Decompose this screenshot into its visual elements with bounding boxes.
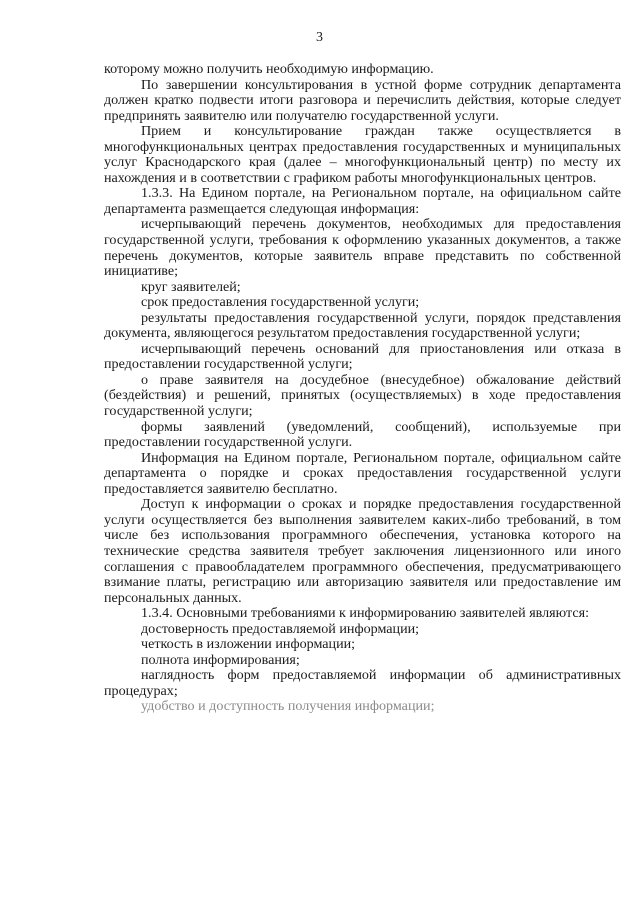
list-item-completeness: полнота информирования; (141, 651, 300, 668)
list-item-appeal-rights: о праве заявителя на досудебное (внесудебное) обжалование действий (бездействия) и решений, принятых (осуществляемых) в ходе предоставления государственной услуги; (104, 371, 621, 420)
list-item-service-term: срок предоставления государственной услуги; (141, 294, 420, 311)
list-item-applicants: круг заявителей; (141, 278, 241, 295)
list-item-documents: исчерпывающий перечень документов, необходимых для предоставления государственной услуги, требования к оформлению указанных документов, а также перечень документов, которые заявитель вправе представить по собственной инициативе; (104, 216, 621, 280)
page-number: 3 (316, 30, 323, 45)
list-item-reliability: достоверность предоставляемой информации; (141, 620, 420, 637)
list-item-application-forms: формы заявлений (уведомлений, сообщений), используемые при предоставлении государственной услуги. (104, 418, 621, 451)
paragraph-consultation-summary: По завершении консультирования в устной форме сотрудник департамента должен кратко подвести итоги разговора и перечислить действия, которые следует предпринять заявителю или получателю государственной услуги. (104, 76, 621, 124)
document-body (104, 62, 621, 715)
list-item-clarity: четкость в изложении информации; (141, 636, 356, 653)
paragraph-section-1-3-3: 1.3.3. На Едином портале, на Региональном портале, на официальном сайте департамента размещается следующая информация: (104, 185, 621, 217)
paragraph-continuation: которому можно получить необходимую информацию. (104, 61, 434, 77)
list-item-refusal-grounds: исчерпывающий перечень оснований для приостановления или отказа в предоставлении государственной услуги; (104, 340, 621, 373)
paragraph-section-1-3-4: 1.3.4. Основными требованиями к информированию заявителей являются: (141, 605, 589, 622)
list-item-accessibility: удобство и доступность получения информации; (141, 698, 435, 715)
list-item-results: результаты предоставления государственной услуги, порядок представления документа, являющегося результатом предоставления государственной услуги; (104, 309, 621, 342)
paragraph-free-information: Информация на Едином портале, Региональном портале, официальном сайте департамента о порядке и сроках предоставления государственной услуги предоставляется заявителю бесплатно. (104, 449, 621, 497)
paragraph-mfc-reception: Прием и консультирование граждан также осуществляется в многофункциональных центрах предоставления государственных и муниципальных услуг Краснодарского края (далее – многофункциональный центр) по месту их нахождения и в соответствии с графиком работы многофункциональных центров. (104, 123, 621, 186)
list-item-visibility: наглядность форм предоставляемой информации об административных процедурах; (104, 667, 621, 699)
paragraph-access-conditions: Доступ к информации о сроках и порядке предоставления государственной услуги осуществляется без выполнения заявителем каких-либо требований, в том числе без использования программного обеспечения, установка которого на технические средства заявителя требует заключения лицензионного или иного соглашения с правообладателем программного обеспечения, предусматривающего взимание платы, регистрацию или авторизацию заявителя или предоставление им персональных данных. (104, 496, 621, 606)
